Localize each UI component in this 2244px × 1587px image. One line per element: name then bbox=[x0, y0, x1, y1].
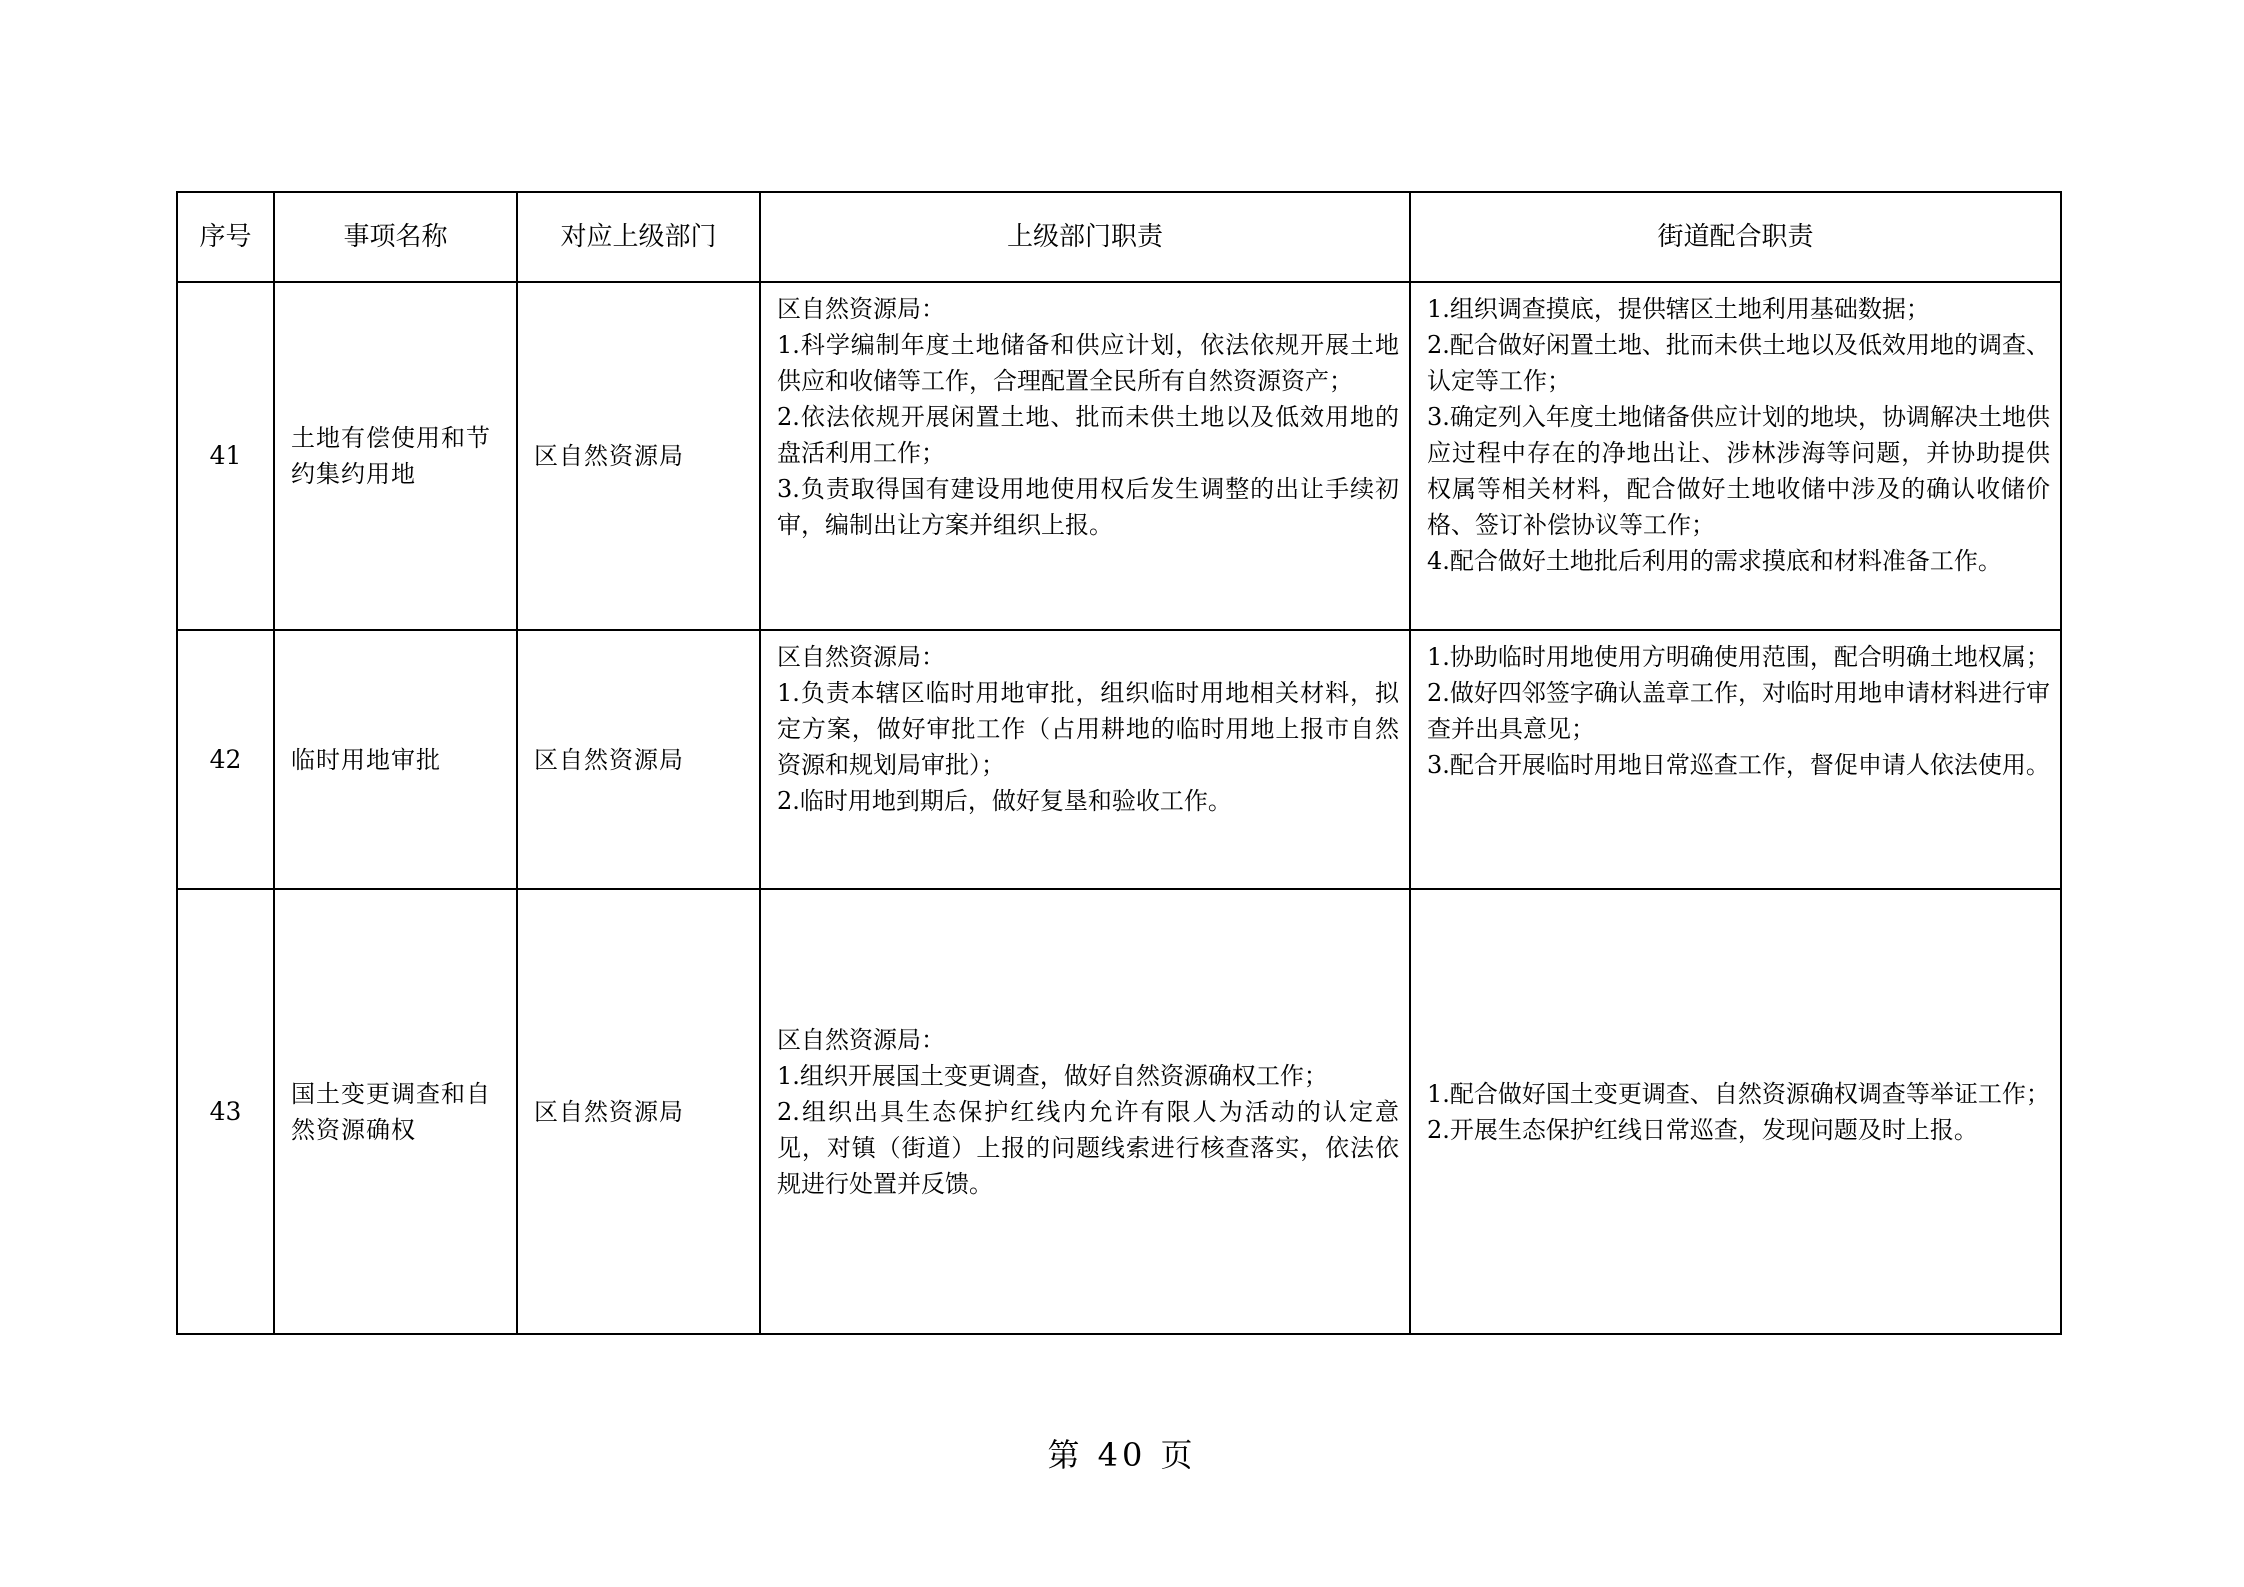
duty-line: 4.配合做好土地批后利用的需求摸底和材料准备工作。 bbox=[1427, 547, 2002, 575]
duty-line: 区自然资源局： bbox=[777, 295, 945, 323]
table-row bbox=[177, 282, 2061, 630]
duty-line: 2.开展生态保护红线日常巡查，发现问题及时上报。 bbox=[1427, 1115, 1978, 1144]
row-upper-dept: 区自然资源局 bbox=[517, 630, 760, 889]
row-street-duties bbox=[1410, 630, 2061, 889]
row-seq: 41 bbox=[177, 282, 274, 630]
table-row bbox=[177, 630, 2061, 889]
row-street-duties bbox=[1410, 282, 2061, 630]
duty-line: 2.临时用地到期后，做好复垦和验收工作。 bbox=[777, 787, 1232, 815]
duty-line: 1.组织开展国土变更调查，做好自然资源确权工作； bbox=[777, 1061, 1328, 1090]
header-item-name: 事项名称 bbox=[274, 192, 517, 282]
duty-line: 2.做好四邻签字确认盖章工作，对临时用地申请材料进行审查并出具意见； bbox=[1427, 679, 2050, 743]
duty-line: 2.配合做好闲置土地、批而未供土地以及低效用地的调查、认定等工作； bbox=[1427, 331, 2050, 395]
duty-line: 1.协助临时用地使用方明确使用范围，配合明确土地权属； bbox=[1427, 643, 2050, 671]
row-seq: 43 bbox=[177, 889, 274, 1334]
header-upper-duties: 上级部门职责 bbox=[760, 192, 1410, 282]
duty-line: 1.组织调查摸底，提供辖区土地利用基础数据； bbox=[1427, 295, 1930, 323]
duty-line: 区自然资源局： bbox=[777, 1025, 945, 1054]
duty-line: 1.负责本辖区临时用地审批，组织临时用地相关材料，拟定方案，做好审批工作（占用耕地的临时用地上报市自然资源和规划局审批）； bbox=[777, 679, 1399, 779]
row-upper-duties bbox=[760, 630, 1410, 889]
row-seq: 42 bbox=[177, 630, 274, 889]
duty-line: 3.确定列入年度土地储备供应计划的地块，协调解决土地供应过程中存在的净地出让、涉林涉海等问题，并协助提供权属等相关材料，配合做好土地收储中涉及的确认收储价格、签订补偿协议等工作； bbox=[1427, 403, 2050, 539]
row-upper-dept: 区自然资源局 bbox=[517, 889, 760, 1334]
row-upper-duties bbox=[760, 889, 1410, 1334]
responsibility-table bbox=[176, 191, 2062, 1335]
row-item-name: 临时用地审批 bbox=[274, 630, 517, 889]
duty-line: 1.配合做好国土变更调查、自然资源确权调查等举证工作； bbox=[1427, 1079, 2050, 1108]
page-number: 第 40 页 bbox=[1047, 1436, 1197, 1474]
duty-line: 1.科学编制年度土地储备和供应计划，依法依规开展土地供应和收储等工作，合理配置全民所有自然资源资产； bbox=[777, 331, 1399, 395]
row-upper-duties bbox=[760, 282, 1410, 630]
duty-line: 3.负责取得国有建设用地使用权后发生调整的出让手续初审，编制出让方案并组织上报。 bbox=[777, 475, 1399, 539]
row-street-duties bbox=[1410, 889, 2061, 1334]
header-upper-dept: 对应上级部门 bbox=[517, 192, 760, 282]
table-header-row bbox=[177, 192, 2061, 282]
row-item-name: 土地有偿使用和节约集约用地 bbox=[274, 282, 517, 630]
duty-line: 区自然资源局： bbox=[777, 643, 945, 671]
row-item-name: 国土变更调查和自然资源确权 bbox=[274, 889, 517, 1334]
duty-line: 2.依法依规开展闲置土地、批而未供土地以及低效用地的盘活利用工作； bbox=[777, 403, 1399, 467]
duty-line: 3.配合开展临时用地日常巡查工作，督促申请人依法使用。 bbox=[1427, 751, 2050, 779]
header-street-duties: 街道配合职责 bbox=[1410, 192, 2061, 282]
table-row bbox=[177, 889, 2061, 1334]
duty-line: 2.组织出具生态保护红线内允许有限人为活动的认定意见，对镇（街道）上报的问题线索进行核查落实，依法依规进行处置并反馈。 bbox=[777, 1097, 1399, 1198]
row-upper-dept: 区自然资源局 bbox=[517, 282, 760, 630]
header-seq: 序号 bbox=[177, 192, 274, 282]
